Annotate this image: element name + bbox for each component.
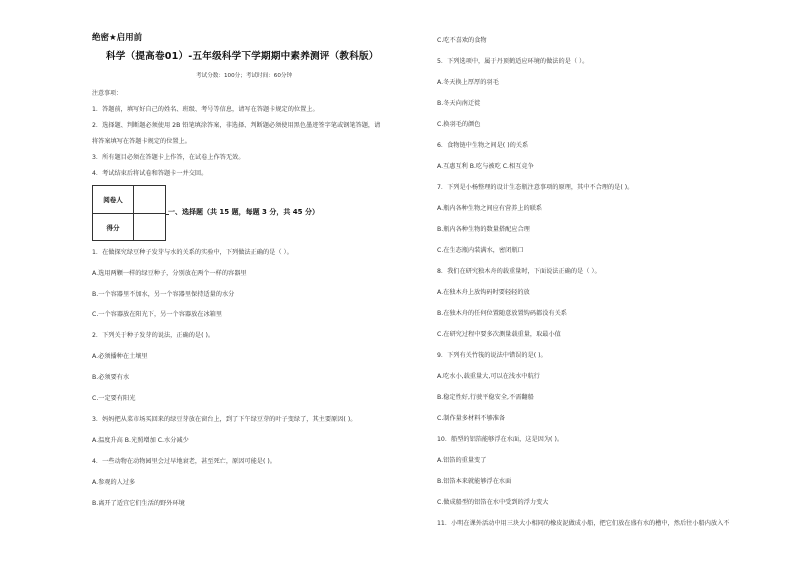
note-item: 将答案填写在答题卡规定的位置上。	[92, 138, 191, 145]
note-item: 2．选择题、判断题必须使用 2B 铅笔填涂答案，非选择、判断题必须使用黑色墨迹签字笔或钢笔答题，请	[92, 122, 381, 129]
question-line: A.参观的人过多	[92, 479, 136, 486]
question-line: C.在生态瓶内装满水，密闭瓶口	[437, 247, 524, 254]
question-line: B.稳定性好,行驶平稳安全,不需翻船	[437, 394, 534, 401]
score-table-row	[93, 213, 165, 241]
question-line: A.在独木舟上放钩码时要轻轻的放	[437, 289, 530, 296]
question-line: C.换羽毛的颜色	[437, 121, 481, 128]
note-item: 3．所有题目必须在答题卡上作答，在试卷上作答无效。	[92, 154, 245, 161]
question-line: 6．食物链中生物之间是( )的关系	[437, 142, 529, 149]
question-line: B.铝箔本来就能够浮在水面	[437, 478, 512, 485]
question-line: A.瓶内各种生物之间应有营养上的联系	[437, 205, 543, 212]
score-table-row	[93, 186, 165, 213]
question-line: B.必须要有水	[92, 374, 130, 381]
question-line: A.铝箔的重量变了	[437, 457, 487, 464]
question-line: A.吃水小,载重量大,可以在浅水中航行	[437, 373, 540, 380]
question-line: B.离开了适宜它们生活的野外环境	[92, 500, 185, 507]
note-item: 1．答题前，填写好自己的姓名、班级、考号等信息，请写在答题卡规定的位置上。	[92, 106, 319, 113]
question-line: C.一定要有阳光	[92, 395, 136, 402]
question-line: 1．在做探究绿豆种子发芽与水的关系的实验中，下列做法正确的是（ ）。	[92, 249, 293, 256]
score-table	[92, 185, 166, 241]
question-line: B.一个容器里不加水，另一个容器里保持适量的水分	[92, 291, 235, 298]
exam-title: 科学（提高卷01）-五年级科学下学期期中素养测评（教科版）	[106, 51, 379, 62]
score-label: 得分	[93, 214, 134, 241]
question-line: C.一个容器放在阳光下，另一个容器放在冰箱里	[92, 311, 223, 318]
question-line: C.吃不喜欢的食物	[437, 37, 487, 44]
question-line: 8．我们在研究独木舟的载重量时，下面说法正确的是（ ）。	[437, 268, 601, 275]
question-line: 7．下列是小杨整理的设计生态瓶注意事项的原理，其中不合理的是( )。	[437, 184, 634, 191]
question-line: B.在独木舟的任何位置随意放置钩码都没有关系	[437, 310, 567, 317]
question-line: 9．下列有关竹筏的说法中错误的是( )。	[437, 352, 547, 359]
question-line: C.制作量多材料不够准备	[437, 415, 506, 422]
question-line: C.做成船型的铝箔在水中受到的浮力变大	[437, 499, 549, 506]
question-line: A.温度升高 B.光照增加 C.水分减少	[92, 437, 189, 444]
question-line: 4．一些动物在动物园里会过早地衰老，甚至死亡，原因可能是( )。	[92, 458, 276, 465]
question-line: 10．船型的铝箔能够浮在水面，这是因为( )。	[437, 436, 564, 443]
note-item: 4．考试结束后将试卷和答题卡一并交回。	[92, 170, 208, 177]
question-line: C.在研究过程中要多次测量载重量，取最小值	[437, 331, 561, 338]
question-line: 5．下列选项中，属于丹顶鹤适应环境的做法的是（ ）。	[437, 58, 589, 65]
reviewer-label: 阅卷人	[93, 186, 134, 213]
question-line: A.互惠互利 B.吃与被吃 C.相互竞争	[437, 163, 534, 170]
question-line: A.选用两颗一样的绿豆种子，分别放在两个一样的容器里	[92, 270, 247, 277]
exam-subtitle: 考试分数：100分；考试时间：60分钟	[196, 73, 293, 79]
notes-heading: 注意事项：	[92, 90, 123, 97]
question-line: B.冬天向南迁徙	[437, 100, 481, 107]
question-line: A.冬天换上厚厚的羽毛	[437, 79, 499, 86]
question-line: 11．小明在课外活动中用三块大小相同的橡皮泥做成小船，把它们放在盛有水的槽中，然后往小船内放入不	[437, 520, 730, 527]
confidential-label: 绝密★启用前	[92, 33, 143, 43]
question-line: 3．妈妈把从菜市场买回来的绿豆芽放在窗台上，到了下午绿豆芽的叶子变绿了，其主要原因( )。	[92, 416, 357, 423]
question-line: A.必须播种在土壤里	[92, 353, 148, 360]
question-line: B.瓶内各种生物的数量搭配应合理	[437, 226, 530, 233]
section-heading: 一、选择题（共 15 题，每题 3 分，共 45 分）	[168, 208, 319, 216]
question-line: 2．下列关于种子发芽的说法，正确的是( )。	[92, 332, 215, 339]
